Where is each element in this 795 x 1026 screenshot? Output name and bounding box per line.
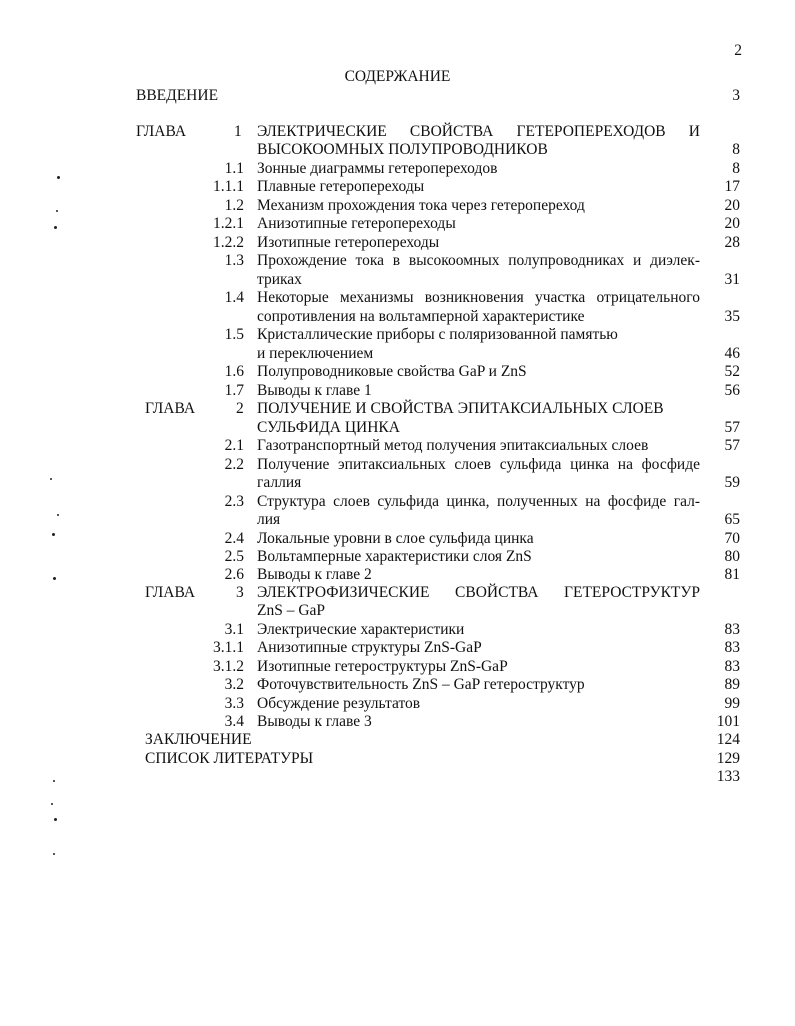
section-number: 3.1.1: [213, 639, 244, 656]
chapter-number: 2: [236, 400, 244, 417]
section-title[interactable]: Обсуждение результатов: [257, 695, 421, 712]
section-number: 1.5: [224, 326, 244, 343]
section-title[interactable]: Кристаллические приборы с поляризованной памятью: [257, 326, 618, 343]
toc-page-number: 57: [724, 419, 740, 436]
chapter-label: ГЛАВА: [145, 400, 196, 417]
scan-speck: [57, 176, 60, 179]
section-title[interactable]: Структура слоев сульфида цинка, полученных на фосфиде гал-: [257, 493, 700, 510]
toc-page-number: 124: [716, 731, 740, 748]
section-number: 3.4: [224, 713, 244, 730]
toc-page-number: 20: [724, 215, 740, 232]
section-title[interactable]: Вольтамперные характеристики слоя ZnS: [257, 548, 532, 565]
toc-page-number: 65: [724, 511, 740, 528]
section-title[interactable]: Механизм прохождения тока через гетеропереход: [257, 197, 585, 214]
toc-references-label[interactable]: СПИСОК ЛИТЕРАТУРЫ: [145, 750, 314, 767]
scan-speck: [52, 533, 55, 536]
toc-page-number: 28: [724, 234, 740, 251]
page-title: СОДЕРЖАНИЕ: [344, 68, 451, 85]
toc-page-number: 80: [724, 548, 740, 565]
section-title[interactable]: Изотипные гетероструктуры ZnS-GaP: [257, 658, 508, 675]
section-title[interactable]: Плавные гетеропереходы: [257, 178, 425, 195]
section-number: 2.5: [224, 548, 244, 565]
scan-speck: [53, 780, 55, 782]
toc-page-number: 52: [724, 363, 740, 380]
section-title[interactable]: лия: [257, 511, 281, 528]
section-number: 2.2: [224, 456, 244, 473]
section-title[interactable]: и переключением: [257, 345, 374, 362]
chapter-title[interactable]: СУЛЬФИДА ЦИНКА: [257, 419, 400, 436]
page-number: 2: [734, 42, 742, 59]
section-title[interactable]: Выводы к главе 2: [257, 566, 372, 583]
toc-page-number: 31: [724, 271, 740, 288]
toc-conclusion-label[interactable]: ЗАКЛЮЧЕНИЕ: [145, 731, 252, 748]
section-title[interactable]: Полупроводниковые свойства GaP и ZnS: [257, 363, 527, 380]
section-number: 3.2: [224, 676, 244, 693]
section-number: 1.1: [224, 160, 244, 177]
section-title[interactable]: Выводы к главе 1: [257, 382, 372, 399]
section-number: 1.4: [224, 289, 244, 306]
chapter-title[interactable]: ЭЛЕКТРИЧЕСКИЕ СВОЙСТВА ГЕТЕРОПЕРЕХОДОВ И: [257, 123, 700, 140]
chapter-title[interactable]: ПОЛУЧЕНИЕ И СВОЙСТВА ЭПИТАКСИАЛЬНЫХ СЛОЕВ: [257, 400, 664, 417]
section-title[interactable]: Электрические характеристики: [257, 621, 465, 638]
scan-speck: [53, 577, 56, 580]
section-title[interactable]: Выводы к главе 3: [257, 713, 372, 730]
chapter-title[interactable]: ZnS – GaP: [257, 602, 326, 619]
section-number: 3.3: [224, 695, 244, 712]
chapter-title[interactable]: ВЫСОКООМНЫХ ПОЛУПРОВОДНИКОВ: [257, 141, 548, 158]
section-number: 1.2.2: [213, 234, 244, 251]
section-title[interactable]: Фоточувствительность ZnS – GaP гетероструктур: [257, 676, 585, 693]
toc-intro-page: 3: [732, 87, 740, 104]
toc-page-number: 83: [724, 621, 740, 638]
section-number: 1.2.1: [213, 215, 244, 232]
section-number: 1.1.1: [213, 178, 244, 195]
chapter-label: ГЛАВА: [136, 123, 187, 140]
scan-speck: [54, 818, 57, 821]
section-number: 3.1: [224, 621, 244, 638]
toc-page-number: 20: [724, 197, 740, 214]
scan-speck: [51, 803, 53, 805]
toc-conclusion-page: 129: [716, 750, 740, 767]
section-number: 2.6: [224, 566, 244, 583]
section-title[interactable]: Анизотипные гетеропереходы: [257, 215, 456, 232]
toc-page-number: 56: [724, 382, 740, 399]
section-title[interactable]: Анизотипные структуры ZnS-GaP: [257, 639, 482, 656]
chapter-number: 3: [236, 584, 244, 601]
toc-page-number: 83: [724, 658, 740, 675]
scan-speck: [56, 210, 58, 212]
toc-page-number: 35: [724, 308, 740, 325]
section-title[interactable]: галлия: [257, 474, 302, 491]
scan-speck: [53, 853, 55, 855]
scan-speck: [54, 226, 57, 229]
toc-page-number: 99: [724, 695, 740, 712]
section-number: 1.7: [224, 382, 244, 399]
toc-page-number: 89: [724, 676, 740, 693]
section-title[interactable]: Прохождение тока в высокоомных полупроводниках и диэлек-: [257, 252, 700, 269]
scan-speck: [57, 514, 59, 516]
scan-speck: [50, 478, 52, 480]
chapter-title[interactable]: ЭЛЕКТРОФИЗИЧЕСКИЕ СВОЙСТВА ГЕТЕРОСТРУКТУР: [257, 584, 700, 601]
section-number: 2.3: [224, 493, 244, 510]
toc-page-number: 59: [724, 474, 740, 491]
toc-page-number: 46: [724, 345, 740, 362]
section-number: 2.4: [224, 530, 244, 547]
section-title[interactable]: Некоторые механизмы возникновения участка отрицательного: [257, 289, 700, 306]
toc-page-number: 83: [724, 639, 740, 656]
toc-page-number: 70: [724, 530, 740, 547]
section-number: 1.2: [224, 197, 244, 214]
section-title[interactable]: Зонные диаграммы гетеропереходов: [257, 160, 498, 177]
section-number: 2.1: [224, 437, 244, 454]
section-title[interactable]: Локальные уровни в слое сульфида цинка: [257, 530, 534, 547]
toc-page-number: 81: [724, 566, 740, 583]
chapter-label: ГЛАВА: [145, 584, 196, 601]
toc-references-page: 133: [716, 768, 740, 785]
toc-page-number: 8: [732, 141, 740, 158]
chapter-number: 1: [234, 123, 242, 140]
section-title[interactable]: Получение эпитаксиальных слоев сульфида цинка на фосфиде: [257, 456, 700, 473]
section-title[interactable]: триках: [257, 271, 302, 288]
toc-page-number: 57: [724, 437, 740, 454]
section-title[interactable]: сопротивления на вольтамперной характеристике: [257, 308, 585, 325]
toc-page-number: 17: [724, 178, 740, 195]
section-number: 1.6: [224, 363, 244, 380]
section-title[interactable]: Изотипные гетеропереходы: [257, 234, 440, 251]
toc-intro-label[interactable]: ВВЕДЕНИЕ: [136, 87, 219, 104]
section-number: 1.3: [224, 252, 244, 269]
toc-page-number: 8: [732, 160, 740, 177]
toc-page-number: 101: [716, 713, 740, 730]
section-title[interactable]: Газотранспортный метод получения эпитаксиальных слоев: [257, 437, 649, 454]
section-number: 3.1.2: [213, 658, 244, 675]
